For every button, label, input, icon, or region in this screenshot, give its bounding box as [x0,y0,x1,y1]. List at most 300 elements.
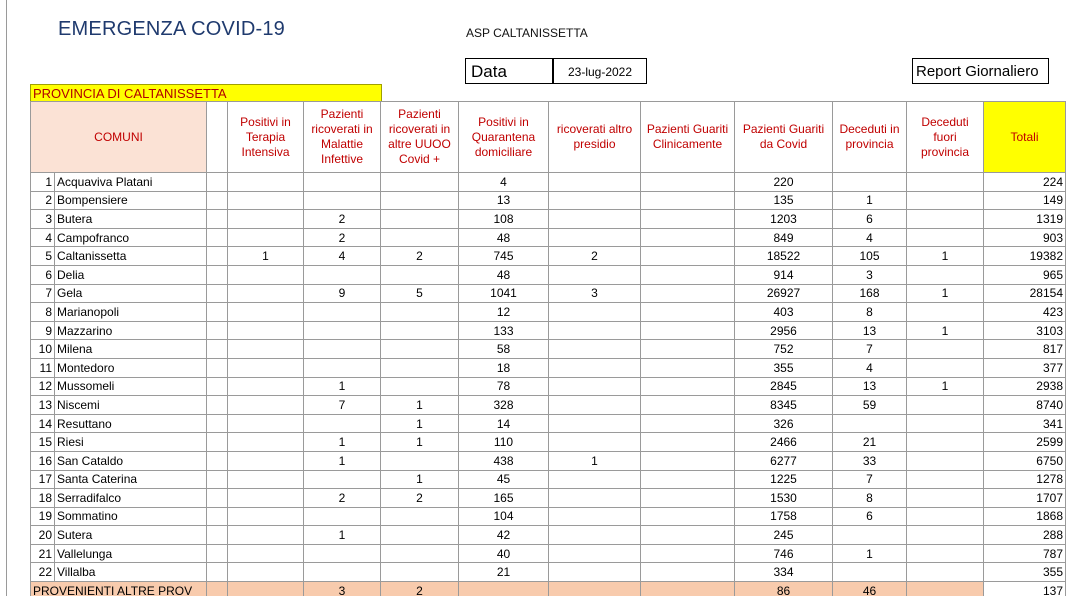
cell-malattie [304,414,381,433]
row-number: 11 [31,358,55,377]
cell-malattie [304,265,381,284]
row-number: 9 [31,321,55,340]
cell-totali: 224 [984,173,1066,192]
cell-totali: 1278 [984,470,1066,489]
cell-uuoo [381,303,459,322]
spacer-cell [207,507,228,526]
cell-malattie [304,321,381,340]
cell-uuoo: 1 [381,433,459,452]
cell-uuoo [381,451,459,470]
spacer-cell [207,470,228,489]
cell-guariti-clin [641,526,735,545]
comune-name: Niscemi [55,396,207,415]
cell-altro: 1 [549,451,641,470]
cell-guariti-covid: 18522 [735,247,833,266]
table-row [31,563,1066,582]
spacer-cell [207,228,228,247]
cell-quarantena: 133 [459,321,549,340]
table-header-row [31,102,1066,173]
cell-uuoo: 1 [381,414,459,433]
cell-malattie [304,173,381,192]
cell-guariti-covid: 849 [735,228,833,247]
cell-quarantena: 18 [459,358,549,377]
cell-deceduti-fuori: 1 [907,284,984,303]
header-altro: ricoverati altro presidio [549,102,641,173]
cell-deceduti-fuori [907,489,984,508]
cell-guariti-clin [641,377,735,396]
cell-guariti-clin [641,470,735,489]
cell-deceduti-in: 8 [833,489,907,508]
header-totali: Totali [984,102,1066,173]
cell-guariti-covid: 2956 [735,321,833,340]
cell-malattie: 1 [304,526,381,545]
table-row [31,303,1066,322]
cell-totali: 1868 [984,507,1066,526]
header-spacer [207,102,228,173]
cell-terapia [228,191,304,210]
header-deceduti-fuori: Deceduti fuori provincia [907,102,984,173]
cell-guariti-clin [641,228,735,247]
table-row [31,526,1066,545]
footer-malattie: 3 [304,582,381,596]
cell-quarantena: 110 [459,433,549,452]
cell-deceduti-in [833,414,907,433]
footer-guariti-covid: 86 [735,582,833,596]
date-value: 23-lug-2022 [553,58,647,84]
cell-deceduti-in: 21 [833,433,907,452]
cell-deceduti-fuori [907,544,984,563]
cell-uuoo: 1 [381,396,459,415]
cell-altro [549,228,641,247]
comune-name: Delia [55,265,207,284]
row-number: 12 [31,377,55,396]
header-terapia: Positivi in Terapia Intensiva [228,102,304,173]
cell-uuoo: 1 [381,470,459,489]
cell-deceduti-fuori [907,507,984,526]
spacer-cell [207,358,228,377]
asp-label: ASP CALTANISSETTA [466,26,588,40]
spacer-cell [207,433,228,452]
comune-name: Marianopoli [55,303,207,322]
cell-guariti-clin [641,284,735,303]
cell-guariti-clin [641,451,735,470]
table-row [31,414,1066,433]
comune-name: Bompensiere [55,191,207,210]
spacer-cell [207,173,228,192]
footer-row [31,582,1066,596]
table-row [31,507,1066,526]
cell-uuoo [381,544,459,563]
row-number: 18 [31,489,55,508]
cell-deceduti-fuori [907,173,984,192]
cell-guariti-covid: 914 [735,265,833,284]
spacer-cell [207,377,228,396]
cell-guariti-clin [641,358,735,377]
spacer-cell [207,451,228,470]
cell-guariti-covid: 355 [735,358,833,377]
cell-deceduti-fuori [907,228,984,247]
cell-terapia [228,284,304,303]
header-deceduti-in: Deceduti in provincia [833,102,907,173]
header-comuni: COMUNI [31,102,207,173]
cell-altro [549,303,641,322]
table-row [31,470,1066,489]
cell-quarantena: 108 [459,210,549,229]
cell-altro [549,191,641,210]
cell-totali: 19382 [984,247,1066,266]
header-malattie: Pazienti ricoverati in Malattie Infettive [304,102,381,173]
cell-guariti-covid: 245 [735,526,833,545]
cell-deceduti-fuori [907,303,984,322]
cell-altro [549,377,641,396]
date-label: Data [465,58,553,84]
cell-deceduti-fuori [907,191,984,210]
cell-totali: 1319 [984,210,1066,229]
cell-totali: 965 [984,265,1066,284]
comune-name: Montedoro [55,358,207,377]
cell-malattie: 2 [304,489,381,508]
cell-malattie: 2 [304,210,381,229]
cell-malattie: 9 [304,284,381,303]
row-number: 22 [31,563,55,582]
cell-terapia [228,470,304,489]
cell-totali: 787 [984,544,1066,563]
row-number: 4 [31,228,55,247]
cell-altro [549,321,641,340]
header-guariti-clin: Pazienti Guariti Clinicamente [641,102,735,173]
spacer-cell [207,582,228,596]
cell-deceduti-in: 13 [833,321,907,340]
cell-altro [549,507,641,526]
row-number: 1 [31,173,55,192]
cell-terapia [228,358,304,377]
comune-name: Sutera [55,526,207,545]
cell-altro [549,526,641,545]
spacer-cell [207,414,228,433]
cell-guariti-clin [641,489,735,508]
cell-deceduti-fuori [907,340,984,359]
cell-deceduti-in: 7 [833,340,907,359]
cell-malattie [304,470,381,489]
comune-name: San Cataldo [55,451,207,470]
cell-guariti-clin [641,321,735,340]
cell-quarantena: 42 [459,526,549,545]
cell-uuoo: 2 [381,247,459,266]
row-number: 21 [31,544,55,563]
cell-guariti-covid: 2845 [735,377,833,396]
cell-uuoo [381,526,459,545]
cell-malattie: 1 [304,433,381,452]
cell-malattie [304,563,381,582]
spacer-cell [207,284,228,303]
comune-name: Vallelunga [55,544,207,563]
cell-quarantena: 48 [459,228,549,247]
cell-guariti-clin [641,414,735,433]
spacer-cell [207,191,228,210]
comune-name: Mussomeli [55,377,207,396]
cell-altro [549,414,641,433]
cell-malattie [304,191,381,210]
cell-guariti-covid: 26927 [735,284,833,303]
cell-malattie [304,544,381,563]
footer-terapia [228,582,304,596]
cell-deceduti-fuori [907,414,984,433]
cell-totali: 3103 [984,321,1066,340]
cell-quarantena: 45 [459,470,549,489]
cell-terapia [228,414,304,433]
cell-guariti-clin [641,544,735,563]
cell-quarantena: 78 [459,377,549,396]
cell-altro [549,470,641,489]
cell-terapia [228,377,304,396]
cell-guariti-covid: 2466 [735,433,833,452]
cell-uuoo [381,563,459,582]
cell-altro [549,544,641,563]
cell-uuoo: 2 [381,489,459,508]
cell-totali: 1707 [984,489,1066,508]
cell-terapia [228,544,304,563]
cell-guariti-clin [641,507,735,526]
header-quarantena: Positivi in Quarantena domiciliare [459,102,549,173]
cell-quarantena: 745 [459,247,549,266]
footer-uuoo: 2 [381,582,459,596]
cell-quarantena: 165 [459,489,549,508]
cell-terapia [228,451,304,470]
cell-deceduti-in: 105 [833,247,907,266]
cell-malattie [304,507,381,526]
cell-deceduti-in: 3 [833,265,907,284]
cell-deceduti-fuori [907,396,984,415]
row-number: 14 [31,414,55,433]
cell-quarantena: 438 [459,451,549,470]
cell-deceduti-in: 7 [833,470,907,489]
cell-terapia [228,433,304,452]
row-number: 10 [31,340,55,359]
table-row [31,265,1066,284]
cell-deceduti-fuori [907,526,984,545]
cell-totali: 6750 [984,451,1066,470]
cell-terapia [228,526,304,545]
cell-uuoo [381,191,459,210]
table-row [31,321,1066,340]
cell-altro [549,433,641,452]
comune-name: Santa Caterina [55,470,207,489]
cell-uuoo [381,358,459,377]
cell-guariti-covid: 403 [735,303,833,322]
row-number: 6 [31,265,55,284]
cell-terapia [228,173,304,192]
cell-deceduti-fuori [907,451,984,470]
table-row [31,377,1066,396]
comune-name: Campofranco [55,228,207,247]
page-title: EMERGENZA COVID-19 [58,18,285,40]
cell-deceduti-in: 8 [833,303,907,322]
cell-terapia [228,396,304,415]
cell-totali: 355 [984,563,1066,582]
cell-malattie [304,303,381,322]
cell-guariti-covid: 326 [735,414,833,433]
covid-table [30,101,1066,596]
cell-altro [549,265,641,284]
cell-quarantena: 21 [459,563,549,582]
footer-guariti-clin [641,582,735,596]
cell-malattie: 7 [304,396,381,415]
footer-deceduti-fuori [907,582,984,596]
cell-altro [549,173,641,192]
cell-guariti-covid: 334 [735,563,833,582]
cell-uuoo [381,265,459,284]
cell-deceduti-in: 4 [833,358,907,377]
cell-quarantena: 4 [459,173,549,192]
cell-totali: 2938 [984,377,1066,396]
cell-malattie: 1 [304,377,381,396]
spacer-cell [207,321,228,340]
spacer-cell [207,544,228,563]
cell-guariti-covid: 1530 [735,489,833,508]
comune-name: Caltanissetta [55,247,207,266]
report-label: Report Giornaliero [912,58,1049,84]
cell-quarantena: 1041 [459,284,549,303]
cell-deceduti-fuori [907,210,984,229]
spacer-cell [207,210,228,229]
cell-totali: 341 [984,414,1066,433]
cell-altro [549,210,641,229]
spacer-cell [207,489,228,508]
cell-malattie [304,358,381,377]
cell-quarantena: 48 [459,265,549,284]
row-number: 2 [31,191,55,210]
table-row [31,173,1066,192]
comune-name: Gela [55,284,207,303]
cell-deceduti-fuori: 1 [907,247,984,266]
comune-name: Milena [55,340,207,359]
spacer-cell [207,396,228,415]
footer-quarantena [459,582,549,596]
left-border-line [6,0,7,596]
spacer-cell [207,303,228,322]
cell-terapia [228,563,304,582]
spacer-cell [207,563,228,582]
cell-guariti-clin [641,191,735,210]
cell-guariti-covid: 1225 [735,470,833,489]
cell-guariti-clin [641,173,735,192]
cell-terapia [228,507,304,526]
cell-guariti-clin [641,265,735,284]
row-number: 13 [31,396,55,415]
cell-deceduti-in: 33 [833,451,907,470]
cell-uuoo [381,507,459,526]
cell-uuoo [381,340,459,359]
cell-totali: 288 [984,526,1066,545]
cell-malattie [304,340,381,359]
comune-name: Riesi [55,433,207,452]
cell-deceduti-fuori [907,265,984,284]
footer-deceduti-in: 46 [833,582,907,596]
cell-deceduti-in: 59 [833,396,907,415]
cell-quarantena: 58 [459,340,549,359]
province-label: PROVINCIA DI CALTANISSETTA [30,84,382,102]
cell-quarantena: 14 [459,414,549,433]
cell-totali: 423 [984,303,1066,322]
spacer-cell [207,247,228,266]
cell-uuoo [381,173,459,192]
cell-totali: 28154 [984,284,1066,303]
cell-totali: 377 [984,358,1066,377]
table-row [31,544,1066,563]
cell-totali: 8740 [984,396,1066,415]
cell-deceduti-in: 1 [833,191,907,210]
cell-altro [549,358,641,377]
cell-uuoo [381,321,459,340]
cell-guariti-covid: 746 [735,544,833,563]
comune-name: Acquaviva Platani [55,173,207,192]
cell-deceduti-fuori [907,433,984,452]
cell-deceduti-in: 6 [833,507,907,526]
cell-deceduti-fuori [907,470,984,489]
comune-name: Sommatino [55,507,207,526]
table-row [31,396,1066,415]
cell-terapia [228,340,304,359]
cell-deceduti-fuori: 1 [907,321,984,340]
cell-guariti-clin [641,340,735,359]
cell-totali: 149 [984,191,1066,210]
cell-deceduti-in: 1 [833,544,907,563]
table-row [31,451,1066,470]
cell-terapia [228,321,304,340]
row-number: 17 [31,470,55,489]
cell-terapia [228,210,304,229]
cell-guariti-covid: 1203 [735,210,833,229]
cell-guariti-clin [641,303,735,322]
table-row [31,247,1066,266]
cell-totali: 817 [984,340,1066,359]
table-row [31,191,1066,210]
cell-deceduti-in: 13 [833,377,907,396]
table-row [31,340,1066,359]
table-row [31,284,1066,303]
comune-name: Butera [55,210,207,229]
cell-guariti-clin [641,210,735,229]
spacer-cell [207,340,228,359]
row-number: 15 [31,433,55,452]
spacer-cell [207,265,228,284]
cell-deceduti-in: 4 [833,228,907,247]
table-row [31,210,1066,229]
header-guariti-covid: Pazienti Guariti da Covid [735,102,833,173]
cell-altro [549,489,641,508]
footer-altro [549,582,641,596]
cell-altro: 3 [549,284,641,303]
row-number: 7 [31,284,55,303]
cell-deceduti-fuori [907,563,984,582]
footer-totali: 137 [984,582,1066,596]
row-number: 5 [31,247,55,266]
cell-guariti-covid: 220 [735,173,833,192]
cell-totali: 903 [984,228,1066,247]
cell-deceduti-in: 168 [833,284,907,303]
cell-altro: 2 [549,247,641,266]
comune-name: Resuttano [55,414,207,433]
cell-guariti-clin [641,396,735,415]
cell-totali: 2599 [984,433,1066,452]
cell-deceduti-in [833,526,907,545]
cell-malattie: 1 [304,451,381,470]
cell-deceduti-fuori [907,358,984,377]
cell-terapia [228,489,304,508]
row-number: 8 [31,303,55,322]
cell-deceduti-in [833,563,907,582]
cell-uuoo [381,228,459,247]
